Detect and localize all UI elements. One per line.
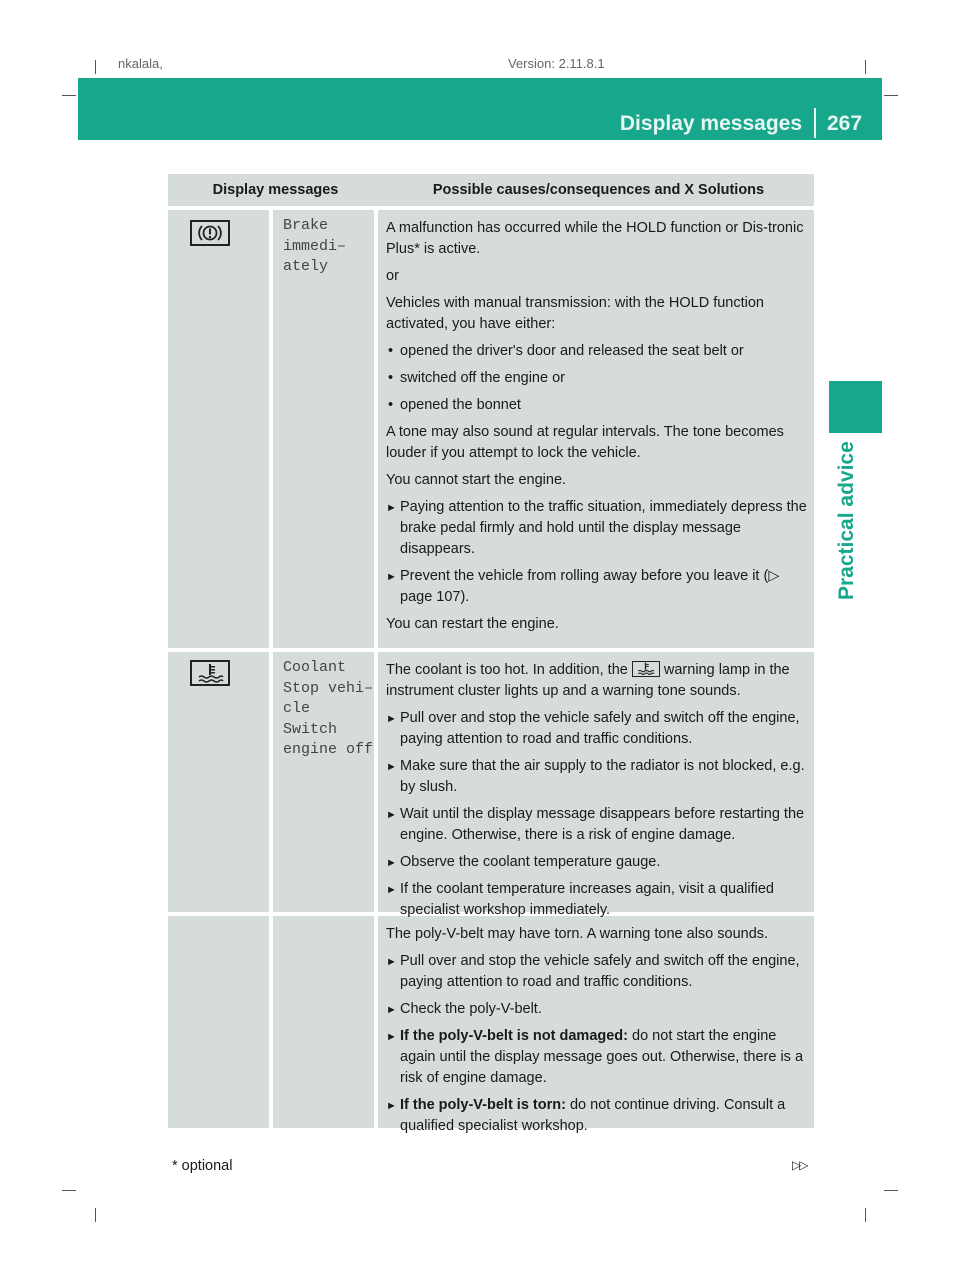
paragraph-text: The coolant is too hot. In addition, the xyxy=(386,662,628,678)
arrow-icon: X xyxy=(684,182,695,198)
paragraph xyxy=(386,660,808,702)
paragraph: Vehicles with manual transmission: with the HOLD function activated, you have either: xyxy=(386,295,764,332)
message-line: Brake xyxy=(283,217,329,234)
col-solutions-header-post: Solutions xyxy=(698,182,765,198)
step-condition: If the poly-V-belt is torn: xyxy=(400,1097,566,1113)
table-header xyxy=(168,174,814,206)
crop-mark xyxy=(884,95,898,96)
solution-cell xyxy=(378,652,814,918)
crop-mark xyxy=(95,1208,96,1222)
message-line: Switch xyxy=(283,720,338,738)
brake-warning-icon xyxy=(190,220,230,246)
display-message-cell xyxy=(273,916,374,1128)
action-step: ► Make sure that the air supply to the radiator is not blocked, e.g. by slush. xyxy=(386,756,808,798)
action-step: ► Paying attention to the traffic situation, immediately depress the brake pedal firmly and hold until the display message disappears. xyxy=(386,497,808,560)
coolant-temperature-icon xyxy=(190,660,230,686)
message-line: engine off xyxy=(283,741,374,758)
message-line: Stop vehi– xyxy=(283,679,374,697)
table-row xyxy=(168,652,814,918)
optional-footnote: * optional xyxy=(172,1158,233,1174)
message-line: cle xyxy=(283,700,311,717)
action-step: ► If the coolant temperature increases again, visit a qualified specialist workshop immediately. xyxy=(386,879,808,921)
bullet-item: • switched off the engine or xyxy=(386,368,808,389)
table-row xyxy=(168,210,814,648)
paragraph: You can restart the engine. xyxy=(386,616,559,632)
step-condition: If the poly-V-belt is not damaged: xyxy=(400,1028,628,1044)
action-step: ► Wait until the display message disappears before restarting the engine. Otherwise, there is a risk of engine damage. xyxy=(386,804,808,846)
message-line: ately xyxy=(283,258,329,275)
messages-table xyxy=(168,174,814,1134)
side-tab-marker xyxy=(829,381,882,433)
col-display-messages-header: Display messages xyxy=(212,182,339,198)
crop-mark xyxy=(865,1208,866,1222)
col-solutions-header xyxy=(383,182,814,198)
crop-mark xyxy=(62,1190,76,1191)
crop-mark xyxy=(865,60,866,74)
step-text: do not continue driving. Consult a qualified specialist workshop. xyxy=(400,1097,786,1134)
page-title: Display messages xyxy=(619,112,802,135)
display-message-cell xyxy=(273,652,374,912)
paragraph: A tone may also sound at regular intervals. The tone becomes louder if you attempt to lock the vehicle. xyxy=(386,424,784,461)
action-step: ► Prevent the vehicle from rolling away before you leave it (▷ page 107). xyxy=(386,566,808,608)
crop-mark xyxy=(884,1190,898,1191)
action-step: ► Observe the coolant temperature gauge. xyxy=(386,852,808,873)
table-row xyxy=(168,916,814,1134)
solution-cell xyxy=(378,210,814,648)
action-step xyxy=(386,1026,808,1089)
continue-marker: ▷▷ xyxy=(792,1158,807,1172)
print-meta-left: nkalala, xyxy=(118,56,163,71)
action-step xyxy=(386,1095,808,1137)
bullet-item: • opened the bonnet xyxy=(386,395,808,416)
paragraph: The poly-V-belt may have torn. A warning tone also sounds. xyxy=(386,926,769,942)
action-step: ► Pull over and stop the vehicle safely and switch off the engine, paying attention to road and traffic conditions. xyxy=(386,951,808,993)
icon-cell xyxy=(168,210,269,648)
paragraph: You cannot start the engine. xyxy=(386,472,567,488)
bullet-item: • opened the driver's door and released the seat belt or xyxy=(386,341,808,362)
paragraph-text: warning lamp in the instrument cluster lights up and a warning tone sounds. xyxy=(386,662,790,699)
message-line: immedi– xyxy=(283,237,347,255)
message-line: Coolant xyxy=(283,659,347,676)
coolant-temperature-icon xyxy=(632,661,660,677)
crop-mark xyxy=(95,60,96,74)
icon-cell xyxy=(168,916,269,1128)
print-meta-center: Version: 2.11.8.1 xyxy=(508,56,605,71)
action-step: ► Pull over and stop the vehicle safely and switch off the engine, paying attention to road and traffic conditions. xyxy=(386,708,808,750)
crop-mark xyxy=(62,95,76,96)
action-step: ► Check the poly-V-belt. xyxy=(386,999,808,1020)
side-tab-label: Practical advice xyxy=(835,441,858,600)
step-text: do not start the engine again until the display message goes out. Otherwise, there is a risk of engine damage. xyxy=(400,1028,804,1086)
col-solutions-header-pre: Possible causes/consequences and xyxy=(432,182,681,198)
display-message-cell xyxy=(273,210,374,648)
paragraph: A malfunction has occurred while the HOLD function or Dis-tronic Plus* is active. xyxy=(386,220,804,257)
icon-cell xyxy=(168,652,269,912)
header-divider xyxy=(814,108,816,138)
page-number: 267 xyxy=(827,112,863,135)
solution-cell xyxy=(378,916,814,1134)
paragraph: or xyxy=(386,268,399,284)
